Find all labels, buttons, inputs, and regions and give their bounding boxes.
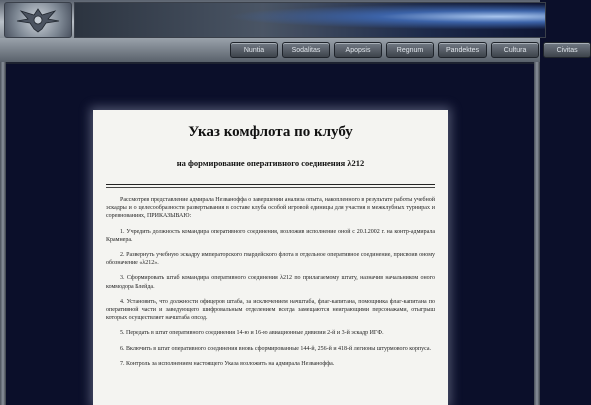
- decree-paragraph: 6. Включить в штат оперативного соединения вновь сформированные 144-й, 256-й и 418-й легионы штурмового корпуса.: [120, 345, 432, 352]
- header-banner: [74, 2, 546, 38]
- decree-paragraph: Рассмотрев представление адмирала Незванoффа о завершении анализа опыта, накопленного в результате работы учебной эскадры и о целесообразности развертывания в составе клуба особой игровой единицы для участия в межклубных турнирах и соревнованиях, ПРИКАЗЫВАЮ:: [106, 197, 435, 220]
- site-logo[interactable]: [4, 2, 72, 38]
- decree-paragraph: 2. Развернуть учебную эскадру императорского гвардейского флота в отдельное оперативное соединение, присвоив оному обозначение «λ212».: [106, 252, 435, 267]
- nav-sodalitas[interactable]: Sodalitas: [282, 42, 330, 58]
- decree-subtitle: на формирование оперативного соединения λ212: [176, 158, 365, 168]
- eagle-emblem-icon: [15, 5, 61, 35]
- nav-nuntia[interactable]: Nuntia: [230, 42, 278, 58]
- decree-body: [93, 188, 448, 368]
- decree-paragraph: 4. Установить, что должности офицеров штаба, за исключением начштаба, флаг-капитана, помощника флаг-капитана по оперативной части и заведующего шифровальным отделением всегда замещаются неиграющими персонажами, отыгрыш которых осуществляет начштаба опсод.: [106, 298, 435, 322]
- decree-title: Указ комфлота по клубу: [188, 124, 353, 140]
- right-frame: [534, 62, 540, 405]
- nav-cultura[interactable]: Cultura: [491, 42, 539, 58]
- site-header: [0, 0, 578, 64]
- main-nav: [230, 38, 591, 62]
- left-frame: [0, 62, 6, 405]
- decree-paragraph: 5. Передать в штат оперативного соединения 14-ю и 16-ю авиационные дивизии 2-й и 3-й эскадр ИГФ.: [120, 330, 384, 337]
- nav-civitas[interactable]: Civitas: [543, 42, 591, 58]
- decree-document: [93, 110, 448, 405]
- decree-paragraph: 1. Учредить должность командира оперативного соединения, возложив исполнение оной с 20.I.2002 г. на контр-адмирала Крамнера.: [106, 228, 435, 243]
- nav-regnum[interactable]: Regnum: [386, 42, 434, 58]
- nav-apopsis[interactable]: Apopsis: [334, 42, 382, 58]
- divider: [106, 184, 435, 185]
- decree-paragraph: 7. Контроль за исполнением настоящего Указа возложить на адмирала Незванoффа.: [120, 360, 335, 367]
- decree-paragraph: 3. Сформировать штаб командира оперативного соединения λ212 по прилагаемому штату, назначив начальником оного коммодора Блейда.: [106, 275, 435, 290]
- nav-pandektes[interactable]: Pandektes: [438, 42, 487, 58]
